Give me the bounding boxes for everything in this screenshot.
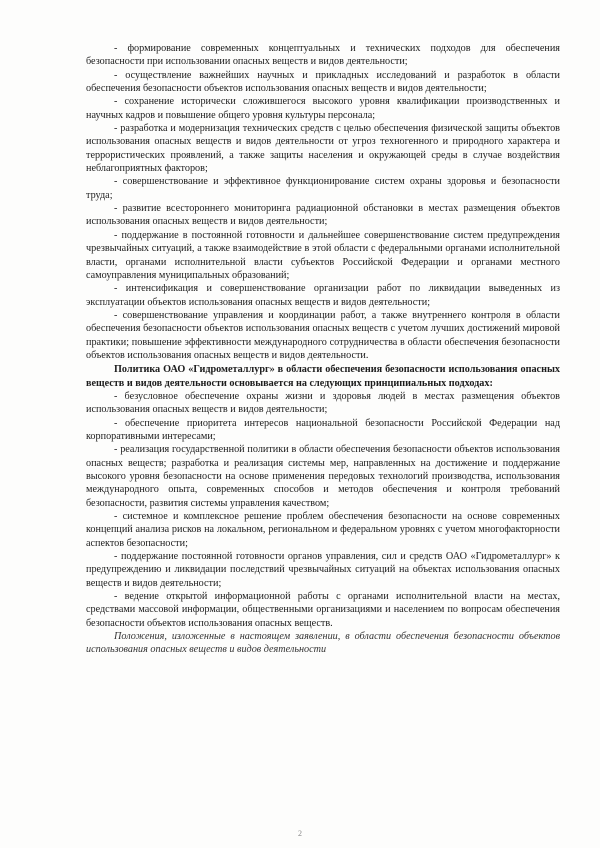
paragraph: - сохранение исторически сложившегося высокого уровня квалификации производственных и научных кадров и повышение общего уровня культуры персонала; <box>86 96 560 121</box>
paragraph: - совершенствование и эффективное функционирование систем охраны здоровья и безопасности труда; <box>86 176 560 201</box>
paragraph: - интенсификация и совершенствование организации работ по ликвидации выведенных из эксплуатации объектов использования опасных веществ и видов деятельности; <box>86 283 560 308</box>
principle-item: - безусловное обеспечение охраны жизни и здоровья людей в местах размещения объектов использования опасных веществ и видов деятельности; <box>86 390 560 416</box>
principle-item: - системное и комплексное решение проблем обеспечения безопасности на основе современных концепций анализа рисков на локальном, региональном и федеральном уровнях с учетом многофакторности аспектов безопасности; <box>86 511 560 549</box>
paragraph: - осуществление важнейших научных и прикладных исследований и разработок в области обеспечения безопасности объектов использования опасных веществ и видов деятельности; <box>86 69 560 95</box>
paragraph: - разработка и модернизация технических средств с целью обеспечения физической защиты объектов использования опасных веществ и видов деятельности от угроз техногенного и природного характера и террористических проявлений, а также защиты населения и окружающей среды в случае воздействия неблагоприятных факторов; <box>86 123 560 175</box>
paragraph: - формирование современных концептуальных и технических подходов для обеспечения безопасности при использовании опасных веществ и видов деятельности; <box>86 43 560 68</box>
principle-item: - реализация государственной политики в области обеспечения безопасности объектов использования опасных веществ; разработка и реализация системы мер, направленных на достижение и поддержание высокого уровня безопасности на основе применения передовых технологий производства, использования международного опыта, современных способов и методов обеспечения и контроля требований безопасности, развития системы управления качеством; <box>86 444 560 509</box>
document-body <box>86 42 560 657</box>
principle-item: - поддержание постоянной готовности органов управления, сил и средств ОАО «Гидрометаллург» к предупреждению и ликвидации последствий чрезвычайных ситуаций на объектах использования опасных веществ и видов деятельности; <box>86 551 560 589</box>
principle-item: - обеспечение приоритета интересов национальной безопасности Российской Федерации над корпоративными интересами; <box>86 417 560 442</box>
policy-heading: Политика ОАО «Гидрометаллург» в области обеспечения безопасности использования опасных веществ и видов деятельности основывается на следующих принципиальных подходах: <box>86 364 560 389</box>
page-number: 2 <box>298 829 302 838</box>
closing-statement: Положения, изложенные в настоящем заявлении, в области обеспечения безопасности объектов использования опасных веществ и видов деятельности <box>86 631 560 656</box>
principle-item: - ведение открытой информационной работы с органами исполнительной власти на местах, средствами массовой информации, общественными организациями и населением по вопросам обеспечения безопасности объектов использования опасных веществ. <box>86 591 560 629</box>
paragraph: - совершенствование управления и координации работ, а также внутреннего контроля в области обеспечения безопасности объектов использования опасных веществ с учетом лучших достижений мировой практики; повышение эффективности международного сотрудничества в области обеспечения безопасности объектов использования опасных веществ и видов деятельности. <box>86 309 560 361</box>
paragraph: - развитие всестороннего мониторинга радиационной обстановки в местах размещения объектов использования опасных веществ и видов деятельности; <box>86 203 560 228</box>
paragraph: - поддержание в постоянной готовности и дальнейшее совершенствование систем предупреждения чрезвычайных ситуаций, а также взаимодействие в этой области с федеральными органами исполнительной власти, органами исполнительной власти субъектов Российской Федерации и органами местного самоуправления муниципальных образований; <box>86 229 560 281</box>
